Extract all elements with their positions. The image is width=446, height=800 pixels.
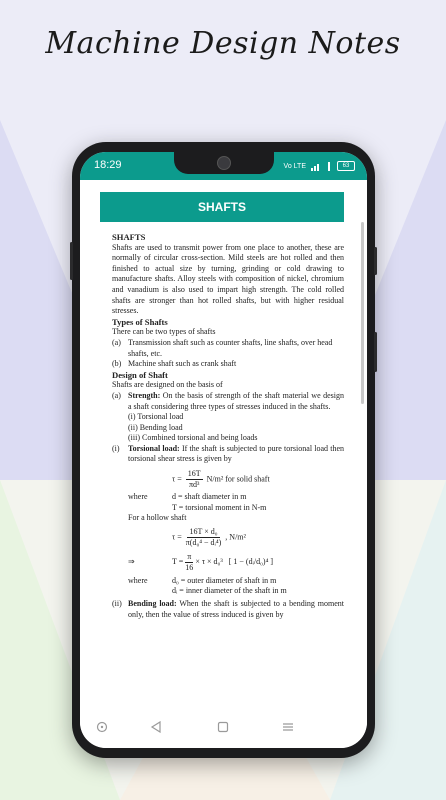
circle-dot-icon (96, 721, 108, 733)
list-item: (b) Machine shaft such as crank shaft (112, 359, 237, 369)
power-button (374, 247, 377, 275)
notch (174, 152, 274, 174)
design-intro: Shafts are designed on the basis of (112, 380, 223, 390)
home-button[interactable] (213, 718, 233, 736)
list-item: (a) Transmission shaft such as counter shafts, line shafts, over head shafts, etc. (112, 337, 333, 358)
screen (80, 152, 367, 748)
list-item: (ii) Bending load: When the shaft is subjected to a bending moment only, then the value of stress induced is given by (112, 599, 344, 619)
recents-button[interactable] (278, 718, 298, 736)
types-heading: Types of Shafts (112, 316, 168, 327)
back-triangle-icon (150, 721, 162, 733)
battery-icon: 63 (337, 161, 355, 171)
list-item: (i) Torsional load: If the shaft is subjected to pure torsional load then torsional shear stress is given by (112, 443, 345, 464)
hollow-label: For a hollow shaft (128, 513, 187, 523)
document-content[interactable] (112, 232, 344, 620)
doc-intro: Shafts are used to transmit power from one place to another, these are normally of circular cross-section. Mild steels are hot rolled and then finished to actual size by turning, grinding or cold drawing to manufacture shafts. Alloy steels with composition of nickel, chromium and vanadium is also used to impart high strength. The cold rolled shafts are stronger than hot rolled shafts, but with higher residual stresses. (112, 242, 344, 316)
status-icons (284, 159, 355, 173)
wifi-icon (326, 162, 332, 171)
formula-torque: ⇒ T = $\frac{\pi}{16}$ × τ × d₀³ [ 1 − (dᵢ/d₀)⁴ ] (128, 551, 274, 572)
doc-heading: SHAFTS (112, 232, 146, 242)
nav-extra-button[interactable] (92, 718, 112, 736)
design-heading: Design of Shaft (112, 369, 168, 380)
signal-icon (311, 162, 321, 171)
status-time: 18:29 (94, 159, 122, 171)
load-item: (iii) Combined torsional and being loads (128, 433, 258, 443)
navigation-bar (80, 708, 367, 748)
list-item: (a) Strength: On the basis of strength of the shaft material we design a shaft considering three types of stresses induced in the shafts. (112, 390, 344, 411)
volume-button (70, 242, 73, 280)
phone-frame (72, 142, 375, 758)
promo-title: Machine Design Notes (45, 26, 401, 61)
home-square-icon (217, 721, 229, 733)
where-block: where d = shaft diameter in m T = torsional moment in N-m (128, 492, 267, 512)
where-block: where d₀ = outer diameter of shaft in m dᵢ = inner diameter of the shaft in m (128, 575, 287, 596)
status-bar (80, 152, 367, 180)
scrollbar-thumb[interactable] (361, 222, 364, 404)
types-intro: There can be two types of shafts (112, 327, 216, 337)
network-label: Vo LTE (283, 162, 306, 170)
load-item: (ii) Bending load (128, 422, 183, 432)
formula-hollow-shaft: τ = $\frac{\text{16T × d₀}}{\text{π(d₀⁴ − dᵢ⁴)}}$ , N/m² (172, 526, 246, 547)
back-button[interactable] (146, 718, 166, 736)
formula-solid-shaft: τ = $\frac{16T}{\text{πd³}}$ N/m² for solid shaft (172, 469, 270, 490)
menu-lines-icon (282, 721, 294, 733)
side-button (374, 332, 377, 372)
load-item: (i) Torsional load (128, 412, 184, 422)
front-camera (217, 156, 231, 170)
page-title: SHAFTS (100, 192, 344, 222)
